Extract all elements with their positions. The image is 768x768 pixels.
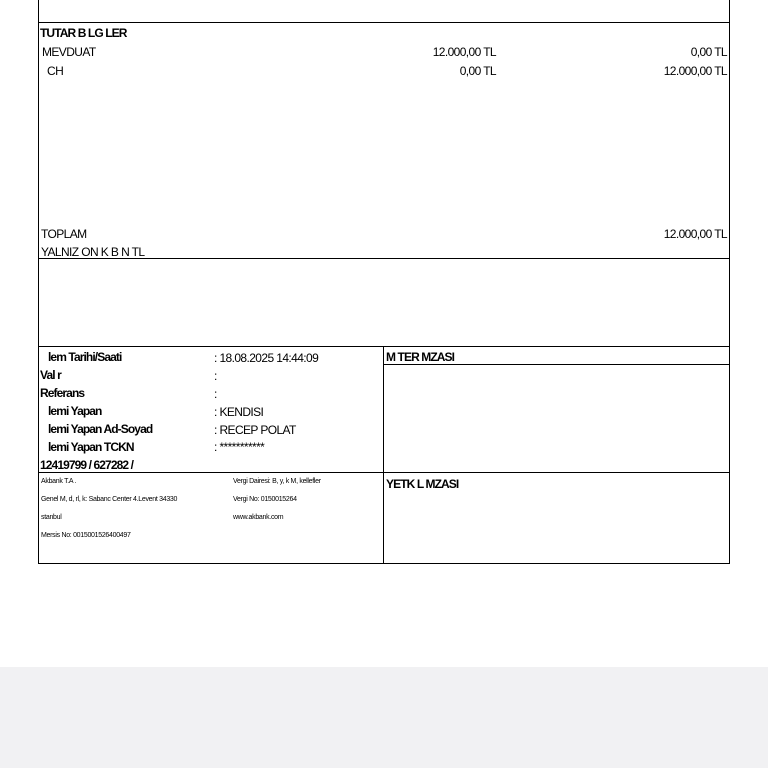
total-label: TOPLAM	[41, 227, 87, 241]
tx-value: : 18.08.2025 14:44:09	[214, 351, 319, 365]
amount-row-value-2: 0,00 TL	[690, 45, 727, 59]
amount-row-value-1: 12.000,00 TL	[432, 45, 496, 59]
divider-transaction	[38, 346, 730, 347]
tx-value: : ***********	[214, 440, 265, 454]
footer-city: stanbul	[41, 514, 62, 521]
customer-signature-label: M TER MZASI	[386, 350, 455, 364]
divider-top	[38, 22, 730, 23]
border-bottom	[38, 563, 730, 564]
tx-label: lemi Yapan TCKN	[48, 440, 134, 454]
footer-tax-office: Vergi Dairesi: B, y, k M, kellefler	[233, 478, 321, 485]
amount-row-value-2: 12.000,00 TL	[663, 64, 727, 78]
tx-label: Referans	[40, 386, 85, 400]
amount-row-label: CH	[47, 64, 64, 78]
tx-value: : KENDISI	[214, 405, 264, 419]
divider-footer	[38, 472, 730, 473]
amount-row-value-1: 0,00 TL	[459, 64, 496, 78]
footer-company: Akbank T.A .	[41, 478, 77, 485]
divider-signature-header	[384, 364, 730, 365]
amount-in-words: YALNIZ ON K B N TL	[41, 245, 145, 259]
tx-value: :	[214, 369, 217, 383]
tx-label: Val r	[40, 368, 61, 382]
total-value: 12.000,00 TL	[663, 227, 727, 241]
tx-label: lemi Yapan Ad-Soyad	[48, 422, 153, 436]
border-left	[38, 0, 39, 564]
footer-mersis: Mersis No: 0015001526400497	[41, 532, 131, 539]
footer-website: www.akbank.com	[233, 514, 284, 521]
page-background-bottom	[0, 667, 768, 768]
footer-address: Genel M, d, rl, k: Sabanc Center 4.Levent 34330	[41, 496, 178, 503]
authorized-signature-label: YETK L MZASI	[386, 477, 459, 491]
tx-label: lemi Yapan	[48, 404, 102, 418]
footer-tax-number: Vergi No: 0150015264	[233, 496, 297, 503]
amounts-title: TUTAR B LG LER	[40, 26, 127, 40]
tx-value: : RECEP POLAT	[214, 423, 296, 437]
tx-value: :	[214, 387, 217, 401]
receipt-document	[38, 0, 730, 564]
divider-center	[383, 346, 384, 564]
amount-row-label: MEVDUAT	[42, 45, 96, 59]
tx-label: lem Tarihi/Saati	[48, 350, 122, 364]
account-number: 12419799 / 627282 /	[40, 458, 134, 472]
border-right	[729, 0, 730, 564]
